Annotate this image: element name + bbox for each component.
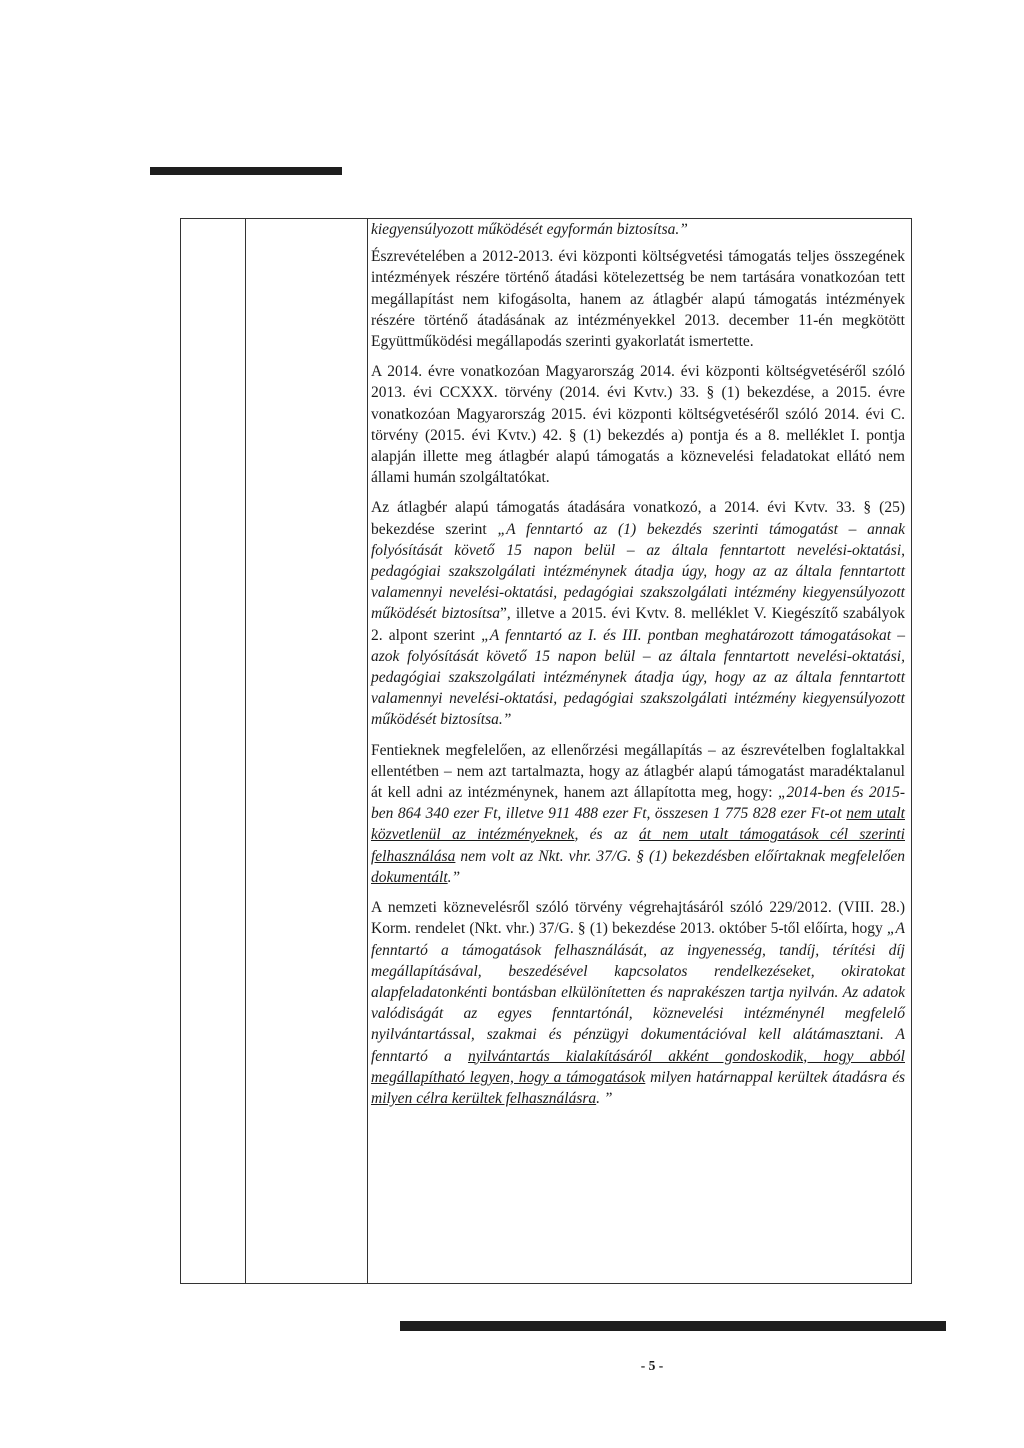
bottom-decorative-rule — [400, 1321, 946, 1331]
table-text-column — [371, 219, 905, 1118]
quoted-law-text: „A fenntartó az (1) bekezdés szerinti támogatást – annak folyósítását követő 15 napon belül – az általa fenntartott nevelési-oktatási, pedagógiai szakszolgálati intézménynek átadja úgy, hogy az az általa fenntartott valamennyi nevelési-oktatási, pedagógiai szakszolgálati intézmény kiegyensúlyozott működését biztosítsa — [371, 520, 905, 623]
page-number: - 5 - — [640, 1358, 664, 1373]
regulation-paragraph: A nemzeti köznevelésről szóló törvény végrehajtásáról szóló 229/2012. (VIII. 28.) Korm. rendelet (Nkt. vhr.) 37/G. § (1) bekezdése 2013. október 5-től előírta, hogy „A fenntartó a támogatások felhasználását, az ingyenesség, tandíj, térítési díj megállapításával, beszedésével kapcsolatos rendelkezéseket, okiratokat alapfeladatonkénti bontásban elkülönítetten és naprakészen tartja nyilván. Az adatok valódiságát az egyes fenntartónál, köznevelési intézménynél megfelelő nyilvántartással, szakmai és pénzügyi dokumentációval kell alátámasztani. A fenntartó a nyilvántartás kialakításáról akként gondoskodik, hogy abból megállapítható legyen, hogy a támogatások milyen határnappal kerültek átadásra és milyen célra kerültek felhasználásra. ” — [371, 899, 906, 1107]
underlined-finding: át nem utalt támogatások cél szerinti felhasználása — [371, 826, 905, 865]
underlined-requirement: nyilvántartás kialakításáról akként gondoskodik, hogy abból megállapítható legyen, hogy a támogatások — [371, 1047, 905, 1086]
quote-ending-paragraph: kiegyensúlyozott működését egyformán biztosítsa.” — [371, 221, 688, 238]
quoted-regulation-text: „A fenntartó a támogatások felhasználását, az ingyenesség, tandíj, térítési díj megállapításával, beszedésével kapcsolatos rendelkezéseket, okiratokat alapfeladatonkénti bontásban elkülönítetten és naprakészen tartja nyilván. Az adatok valódiságát az egyes fenntartónál, köznevelési intézménynél megfelelő nyilvántartással, szakmai és pénzügyi dokumentációval kell alátámasztani. A fenntartó a — [371, 920, 905, 1065]
conclusion-paragraph: Fentieknek megfelelően, az ellenőrzési megállapítás – az észrevételben foglaltakkal ellentétben – nem azt tartalmazta, hogy az átlagbér alapú támogatást maradéktalanul át kell adni az intézménynek, hanem azt állapította meg, hogy: „2014-ben és 2015-ben 864 340 ezer Ft, illetve 911 488 ezer Ft, összesen 1 775 828 ezer Ft-ot nem utalt közvetlenül az intézményeknek, és az át nem utalt támogatások cél szerinti felhasználása nem volt az Nkt. vhr. 37/G. § (1) bekezdésben előírtaknak megfelelően dokumentált.” — [371, 741, 905, 886]
observation-paragraph: Észrevételében a 2012-2013. évi központi költségvetési támogatás teljes összegének intézmények részére történő átadási kötelezettség be nem tartására vonatkozóan tett megállapítást nem kifogásolta, hanem az átlagbér alapú támogatás intézmények részére történő átadásának az intézményekkel 2013. december 11-én megkötött Együttműködési megállapodás szerinti gyakorlatát ismertette. — [371, 248, 905, 351]
underlined-finding: dokumentált — [371, 868, 448, 886]
table-column-divider — [245, 219, 246, 1283]
table-column-divider — [367, 219, 368, 1283]
legal-basis-paragraph: A 2014. évre vonatkozóan Magyarország 2014. évi központi költségvetéséről szóló 2013. évi CCXXX. törvény (2014. évi Kvtv.) 33. § (1) bekezdése, a 2015. évre vonatkozóan Magyarország 2015. évi központi költségvetéséről szóló 2014. évi C. törvény (2015. évi Kvtv.) 42. § (1) bekezdés a) pontja és a 8. melléklet I. pontja alapján illette meg átlagbér alapú támogatás a köznevelési feladatokat ellátó nem állami humán szolgáltatókat. — [371, 363, 905, 487]
top-decorative-rule — [150, 167, 342, 175]
transfer-rule-paragraph: Az átlagbér alapú támogatás átadására vonatkozó, a 2014. évi Kvtv. 33. § (25) bekezdése szerint „A fenntartó az (1) bekezdés szerinti támogatást – annak folyósítását követő 15 napon belül – az általa fenntartott nevelési-oktatási, pedagógiai szakszolgálati intézménynek átadja úgy, hogy az az általa fenntartott valamennyi nevelési-oktatási, pedagógiai szakszolgálati intézmény kiegyensúlyozott működését biztosítsa”, illetve a 2015. évi Kvtv. 8. melléklet V. Kiegészítő szabályok 2. alpont szerint „A fenntartó az I. és III. pontban meghatározott támogatásokat – azok folyósítását követő 15 napon belül – az általa fenntartott nevelési-oktatási, pedagógiai szakszolgálati intézménynek átadja úgy, hogy az az általa fenntartott valamennyi nevelési-oktatási, pedagógiai szakszolgálati intézmény kiegyensúlyozott működését biztosítsa.” — [371, 499, 905, 729]
underlined-requirement: milyen célra kerültek felhasználásra — [371, 1089, 597, 1107]
quoted-law-text: „A fenntartó az I. és III. pontban meghatározott támogatásokat – azok folyósítását követő 15 napon belül – az általa fenntartott nevelési-oktatási, pedagógiai szakszolgálati intézménynek átadja úgy, hogy az az általa fenntartott valamennyi nevelési-oktatási, pedagógiai szakszolgálati intézmény kiegyensúlyozott működését biztosítsa.” — [371, 626, 905, 729]
underlined-finding: nem utalt közvetlenül az intézményeknek — [371, 805, 905, 844]
